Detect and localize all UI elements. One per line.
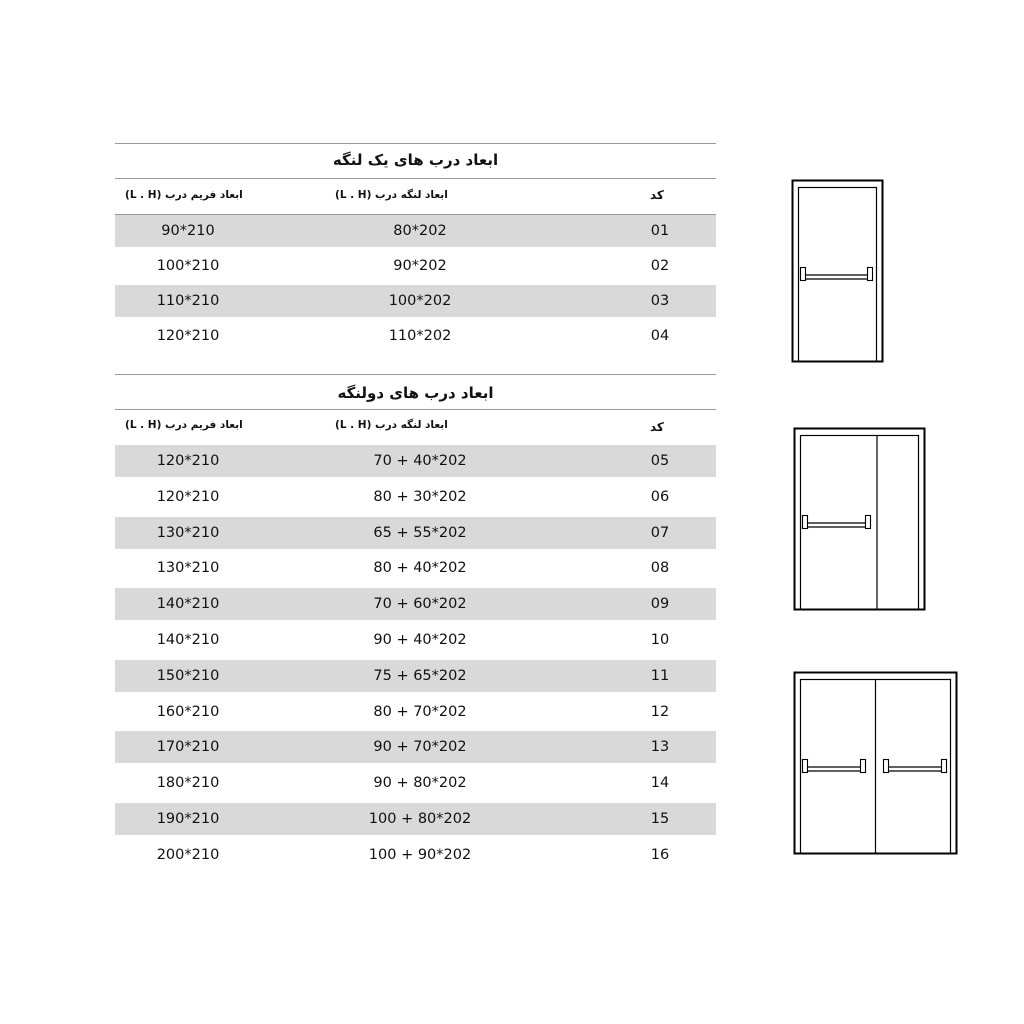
- code-cell: 03: [650, 293, 670, 309]
- frame-cell: 120*210: [156, 453, 220, 469]
- table-row: [115, 803, 716, 835]
- code-cell: 12: [650, 703, 670, 720]
- frame-cell: 150*210: [156, 667, 220, 684]
- leaf-cell: 75 + 65*202: [373, 667, 467, 684]
- frame-cell: 120*210: [156, 488, 220, 505]
- leaf-cell: 70 + 40*202: [373, 453, 467, 469]
- code-cell: 02: [650, 258, 670, 274]
- header-leaf: ابعاد لنگه درب (L . H): [335, 189, 448, 201]
- single-door-table: [115, 143, 716, 353]
- table-row: [115, 624, 716, 656]
- code-cell: 09: [650, 596, 670, 613]
- leaf-cell: 90 + 80*202: [373, 775, 467, 792]
- frame-cell: 180*210: [156, 775, 220, 792]
- code-cell: 08: [650, 560, 670, 577]
- code-cell: 13: [650, 739, 670, 756]
- code-cell: 06: [650, 488, 670, 505]
- leaf-cell: 80 + 70*202: [373, 703, 467, 720]
- header-code: کد: [650, 420, 664, 434]
- frame-cell: 190*210: [156, 811, 220, 827]
- unequal-double-door-icon: [792, 426, 928, 612]
- frame-cell: 160*210: [156, 703, 220, 720]
- table-row: [115, 481, 716, 513]
- frame-cell: 130*210: [156, 560, 220, 577]
- leaf-cell: 110*202: [388, 328, 452, 344]
- header-code: کد: [650, 188, 664, 202]
- header-frame: ابعاد فریم درب (L . H): [125, 189, 243, 201]
- table-row: [115, 839, 716, 871]
- leaf-cell: 80 + 30*202: [373, 488, 467, 505]
- code-cell: 10: [650, 632, 670, 648]
- frame-cell: 140*210: [156, 596, 220, 613]
- double-door-title: ابعاد درب های دولنگه: [337, 384, 494, 402]
- frame-cell: 140*210: [156, 632, 220, 648]
- table-row: [115, 250, 716, 282]
- leaf-cell: 100 + 90*202: [368, 846, 472, 863]
- leaf-cell: 100 + 80*202: [368, 811, 472, 827]
- double-door-table: [115, 374, 716, 874]
- frame-cell: 90*210: [161, 223, 215, 239]
- code-cell: 14: [650, 775, 670, 792]
- frame-cell: 170*210: [156, 739, 220, 756]
- code-cell: 05: [650, 453, 670, 469]
- leaf-cell: 100*202: [388, 293, 452, 309]
- frame-cell: 110*210: [156, 293, 220, 309]
- leaf-cell: 70 + 60*202: [373, 596, 467, 613]
- table-row: [115, 588, 716, 620]
- table-row: [115, 215, 716, 247]
- leaf-cell: 90 + 70*202: [373, 739, 467, 756]
- table-row: [115, 552, 716, 584]
- code-cell: 16: [650, 846, 670, 863]
- frame-cell: 130*210: [156, 524, 220, 541]
- table-row: [115, 767, 716, 799]
- table-row: [115, 696, 716, 728]
- header-leaf: ابعاد لنگه درب (L . H): [335, 419, 448, 431]
- table-row: [115, 517, 716, 549]
- equal-double-door-icon: [792, 670, 960, 856]
- title-rule: [115, 409, 716, 410]
- top-rule: [115, 143, 716, 144]
- table-row: [115, 660, 716, 692]
- code-cell: 15: [650, 811, 670, 827]
- top-rule: [115, 374, 716, 375]
- frame-cell: 120*210: [156, 328, 220, 344]
- table-row: [115, 445, 716, 477]
- leaf-cell: 80 + 40*202: [373, 560, 467, 577]
- code-cell: 01: [650, 223, 670, 239]
- code-cell: 07: [650, 524, 670, 541]
- table-row: [115, 320, 716, 352]
- code-cell: 04: [650, 328, 670, 344]
- table-row: [115, 731, 716, 763]
- code-cell: 11: [650, 667, 670, 684]
- table-row: [115, 285, 716, 317]
- single-door-title: ابعاد درب های یک لنگه: [332, 151, 499, 169]
- leaf-cell: 65 + 55*202: [373, 524, 467, 541]
- header-frame: ابعاد فریم درب (L . H): [125, 419, 243, 431]
- title-rule: [115, 178, 716, 179]
- frame-cell: 200*210: [156, 846, 220, 863]
- frame-cell: 100*210: [156, 258, 220, 274]
- single-door-icon: [790, 178, 886, 364]
- leaf-cell: 90 + 40*202: [373, 632, 467, 648]
- leaf-cell: 90*202: [393, 258, 447, 274]
- leaf-cell: 80*202: [393, 223, 447, 239]
